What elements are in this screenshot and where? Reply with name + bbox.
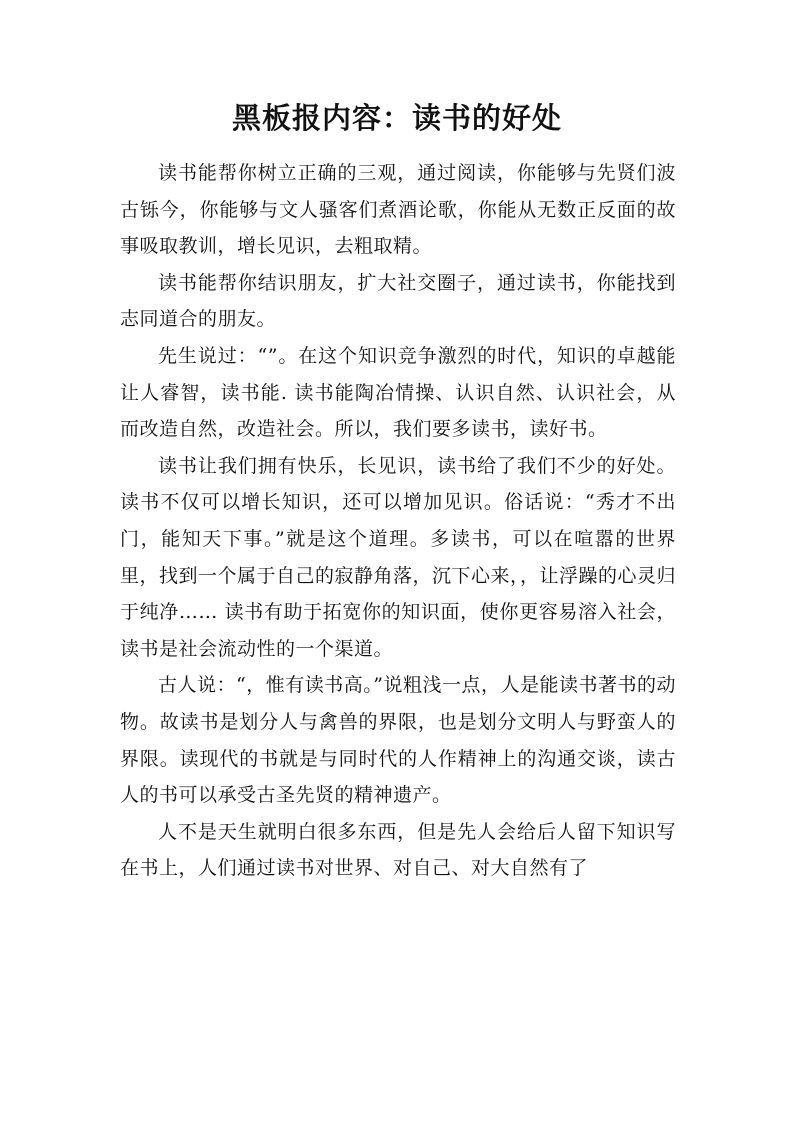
paragraph-3: 先生说过：“”。在这个知识竞争激烈的时代，知识的卓越能让人睿智，读书能. 读书能陶冶情操、认识自然、认识社会，从而改造自然，改造社会。所以，我们要多读书，读好书。 <box>120 344 676 441</box>
paragraph-2: 读书能帮你结识朋友，扩大社交圈子，通过读书，你能找到志同道合的朋友。 <box>120 271 676 331</box>
page-title: 黑板报内容：读书的好处 <box>231 101 562 135</box>
paragraph-5: 古人说：“，惟有读书高。”说粗浅一点，人是能读书著书的动物。故读书是划分人与禽兽的界限，也是划分文明人与野蛮人的界限。读现代的书就是与同时代的人作精神上的沟通交谈，读古人的书可以承受古圣先贤的精神遗产。 <box>120 674 676 807</box>
paragraph-6: 人不是天生就明白很多东西，但是先人会给后人留下知识写在书上，人们通过读书对世界、对自己、对大自然有了 <box>120 820 676 880</box>
paragraph-4: 读书让我们拥有快乐，长见识，读书给了我们不少的好处。读书不仅可以增长知识，还可以增加见识。俗话说：“秀才不出门，能知天下事。”就是这个道理。多读书，可以在喧嚣的世界里，找到一个属于自己的寂静角落，沉下心来，，让浮躁的心灵归于纯净…… 读书有助于拓宽你的知识面，使你更容易溶入社会，读书是社会流动性的一个渠道。 <box>120 454 677 660</box>
paragraph-1: 读书能帮你树立正确的三观，通过阅读，你能够与先贤们波古铄今，你能够与文人骚客们煮酒论歌，你能从无数正反面的故事吸取教训，增长见识，去粗取精。 <box>120 162 676 258</box>
article-body <box>120 155 676 887</box>
